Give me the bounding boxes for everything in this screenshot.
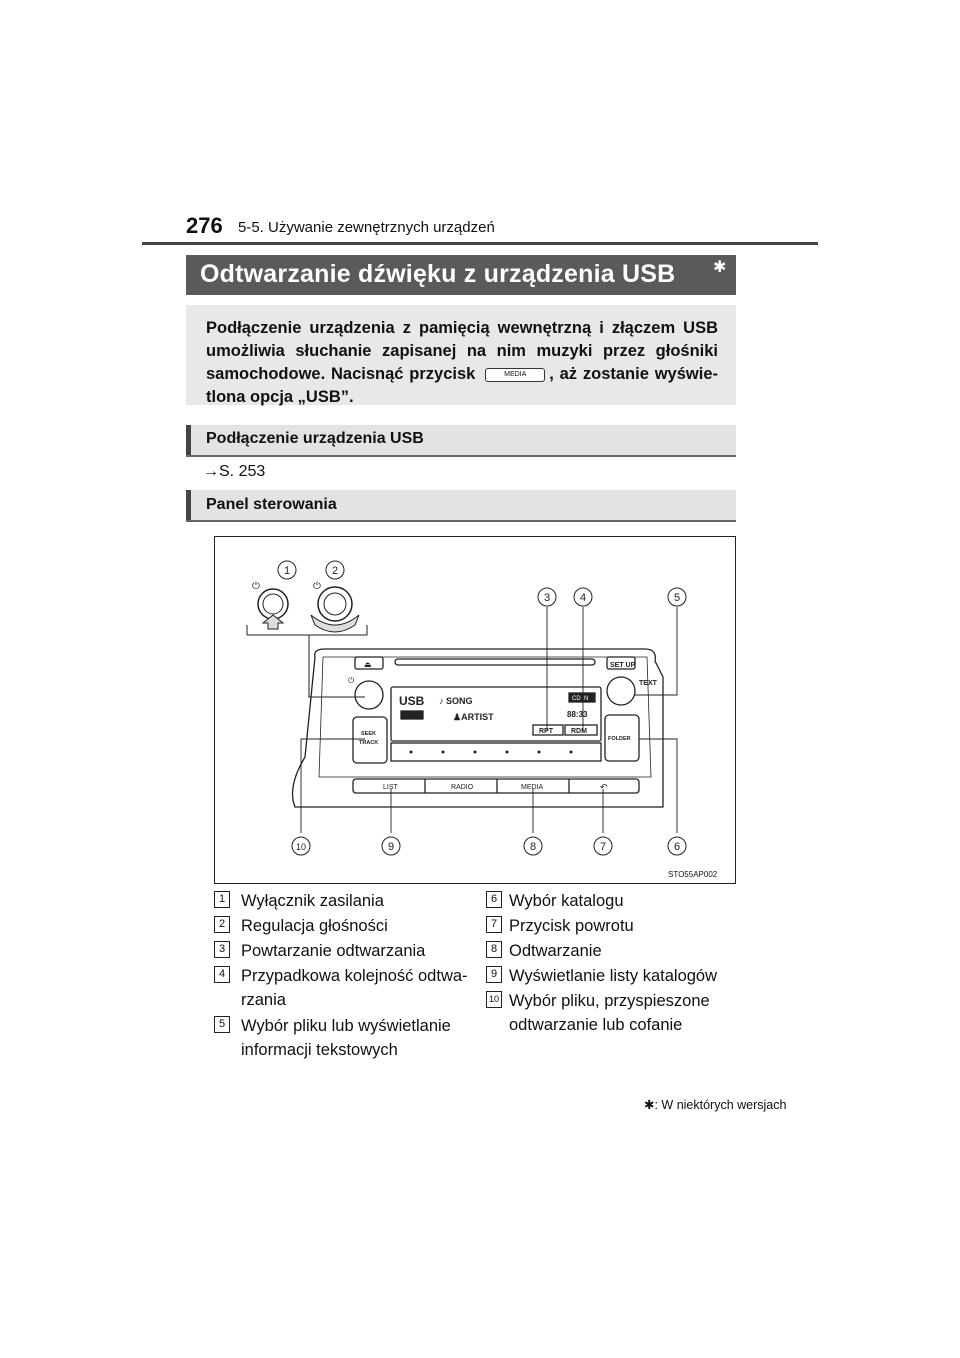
legend-badge-2: 2 [214,916,230,933]
intro-text-after: , aż zostanie wyświe-tlona opcja „USB”. [206,365,718,406]
media-label: MEDIA [521,784,544,791]
callout-6-number: 6 [673,841,681,853]
legend-badge-6: 6 [486,891,502,908]
callout-9-number: 9 [387,841,395,853]
cd-slot [395,659,595,665]
display-source: USB [399,694,425,708]
control-panel-drawing [215,537,735,883]
legend-item-10-cont: odtwarzanie lub cofanie [509,1016,683,1034]
display-song: ♪ SONG [439,696,473,706]
callout-1-number: 1 [283,565,291,577]
callout-4-number: 4 [579,592,587,604]
radio-label: RADIO [451,784,474,791]
rotate-arrow-icon [311,615,359,632]
chapter-title: 5-5. Używanie zewnętrznych urządzeń [238,219,495,236]
display-artist: ♟ARTIST [453,712,494,722]
legend-badge-3: 3 [214,941,230,958]
text-label: TEXT [639,680,657,687]
intro-text [206,317,718,409]
cd-in-label: CD IN [572,696,589,702]
callout-8-number: 8 [529,841,537,853]
legend-item-7: Przycisk powrotu [509,917,634,935]
list-label: LIST [383,784,398,791]
legend-item-5-cont: informacji tekstowych [241,1041,398,1059]
figure-code: STO55AP002 [668,870,718,879]
page-number: 276 [186,213,223,238]
callout-7-number: 7 [599,841,607,853]
callout-5-number: 5 [673,592,681,604]
rdm-label: RDM [571,728,587,735]
folder-label: FOLDER [608,736,631,742]
power-symbol-icon: ⏻ [252,581,260,592]
power-volume-knob [355,681,383,709]
legend-badge-1: 1 [214,891,230,908]
legend-item-10: Wybór pliku, przyspieszone [509,992,710,1010]
legend-item-8: Odtwarzanie [509,942,602,960]
unit-power-icon: ⏻ [348,676,355,685]
usb-device-icon [401,711,423,719]
legend-item-4: Przypadkowa kolejność odtwa- [241,967,468,985]
volume-knob [318,587,352,621]
legend-badge-10: 10 [486,991,502,1008]
eject-icon: ⏏ [364,660,372,669]
header-rule [142,242,818,245]
footnote: ✱: W niektórych wersjach [644,1098,787,1112]
legend-item-2: Regulacja głośności [241,917,388,935]
rpt-label: RPT [539,728,553,735]
callout-circles [278,561,686,855]
version-mark: ✱ [713,259,727,276]
back-icon: ↶ [600,782,608,792]
callout-3-number: 3 [543,592,551,604]
section-title-panel: Panel sterowania [206,496,337,513]
callout-2-number: 2 [331,565,339,577]
section-title-usb: Podłączenie urządzenia USB [206,430,424,447]
legend-item-5: Wybór pliku lub wyświetlanie [241,1017,451,1035]
legend-badge-4: 4 [214,966,230,983]
legend-item-6: Wybór katalogu [509,892,624,910]
callout-10-number: 10 [295,842,307,852]
legend-item-9: Wyświetlanie listy katalogów [509,967,718,985]
legend-item-4-cont: rzania [241,991,286,1009]
tune-knob [607,677,635,705]
setup-label: SET UP [610,662,636,669]
preset-dots [410,751,573,754]
media-button-chip: MEDIA [485,368,545,382]
seek-label: SEEK [361,731,376,737]
power-knob-inner [263,594,283,614]
legend-badge-9: 9 [486,966,502,983]
power-symbol-icon-2: ⏻ [313,581,321,592]
head-unit [293,649,663,807]
legend-item-1: Wyłącznik zasilania [241,892,384,910]
legend-badge-7: 7 [486,916,502,933]
intro-text-before: Podłączenie urządzenia z pamięcią wewnętrzną i złączem USB umożliwia słuchanie zapisanej na nim muzyki przez głośniki samochodowe. Nacisnąć przycisk [206,319,718,383]
display-time: 88:33 [567,710,588,719]
track-label: TRACK [359,740,379,746]
callout-numbers [284,565,680,853]
control-panel-figure [214,536,736,884]
page-title: Odtwarzanie dźwięku z urządzenia USB [200,260,676,288]
volume-knob-inner [324,593,346,615]
legend-badge-5: 5 [214,1016,230,1033]
legend-badge-8: 8 [486,941,502,958]
legend-item-3: Powtarzanie odtwarzania [241,942,426,960]
page-reference: →S. 253 [203,463,266,480]
